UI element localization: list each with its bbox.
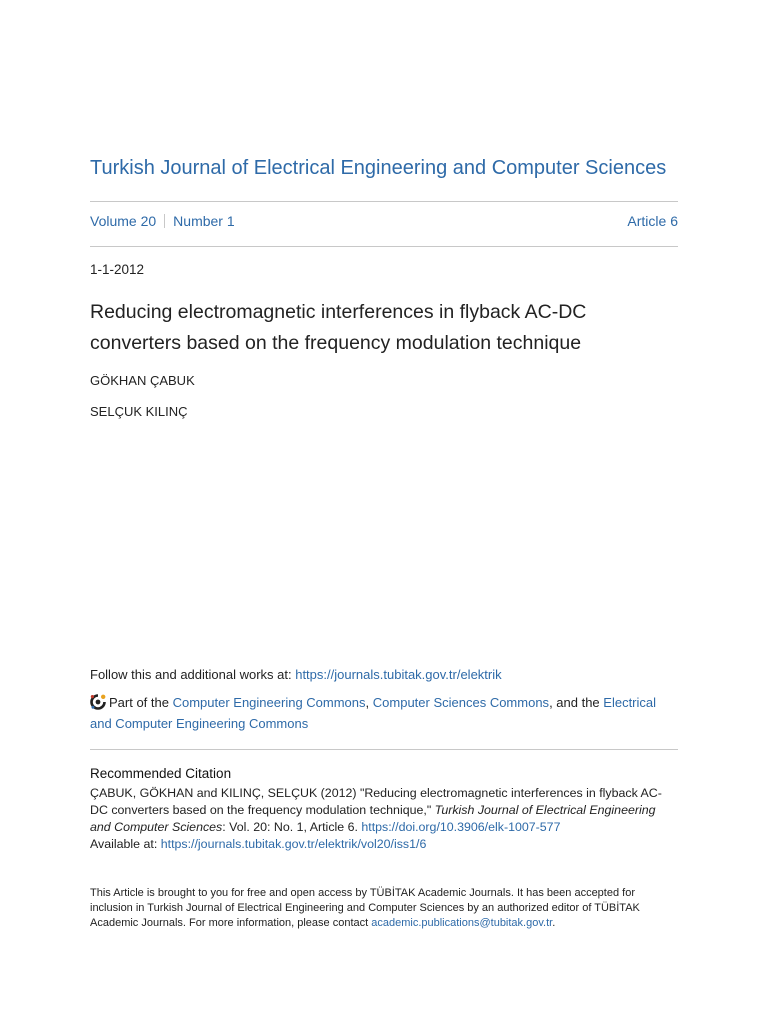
electrical-computer-engineering-commons-link[interactable]: Electrical and Computer Engineering Commons [90,695,657,731]
follow-prefix: Follow this and additional works at: [90,667,296,682]
volume-link[interactable]: Volume 20 [90,213,157,229]
separator [164,214,165,228]
access-note-text: This Article is brought to you for free and open access by TÜBİTAK Academic Journals. It has been accepted for inclusion in Turkish Journal of Electrical Engineering and Computer Sciences by an authorized editor of TÜBİTAK Academic Journals. For more information, please contact [90,887,640,929]
divider [90,749,678,750]
network-commons-icon [90,694,106,710]
part-of-separator: , [365,695,373,710]
recommended-citation-heading: Recommended Citation [90,766,232,781]
citation-text [90,785,678,853]
follow-line [90,667,502,682]
divider [90,201,678,202]
contact-email-link[interactable]: academic.publications@tubitak.gov.tr [371,917,553,929]
computer-engineering-commons-link[interactable]: Computer Engineering Commons [172,695,366,710]
access-note [90,886,678,931]
article-title: Reducing electromagnetic interferences in flyback AC-DC converters based on the frequency modulation technique [90,301,587,354]
citation-volume: : Vol. 20: No. 1, Article 6. [222,820,362,834]
doi-link[interactable]: https://doi.org/10.3906/elk-1007-577 [361,820,561,834]
cover-page [90,0,678,1024]
available-at-prefix: Available at: [90,837,161,851]
number-link[interactable]: Number 1 [173,213,235,229]
computer-sciences-commons-link[interactable]: Computer Sciences Commons [372,695,550,710]
article-link[interactable]: Article 6 [627,213,678,229]
author-2: SELÇUK KILINÇ [90,404,188,419]
citation-authors-title: ÇABUK, GÖKHAN and KILINÇ, SELÇUK (2012) "Reducing electromagnetic interferences in flyback AC-DC converters based on the frequency modulation technique," [90,786,662,817]
journal-title-link[interactable]: Turkish Journal of Electrical Engineering and Computer Sciences [90,157,667,179]
issue-bar [90,213,678,229]
publication-date: 1-1-2012 [90,262,145,277]
author-1: GÖKHAN ÇABUK [90,373,195,388]
divider [90,246,678,247]
part-of-line [90,692,678,734]
part-of-separator: , and the [549,695,604,710]
access-note-end: . [552,917,556,929]
available-at-link[interactable]: https://journals.tubitak.gov.tr/elektrik/vol20/iss1/6 [160,837,427,851]
follow-url-link[interactable]: https://journals.tubitak.gov.tr/elektrik [295,667,502,682]
citation-journal: Turkish Journal of Electrical Engineering and Computer Sciences [90,803,656,834]
part-of-prefix: Part of the [109,695,173,710]
